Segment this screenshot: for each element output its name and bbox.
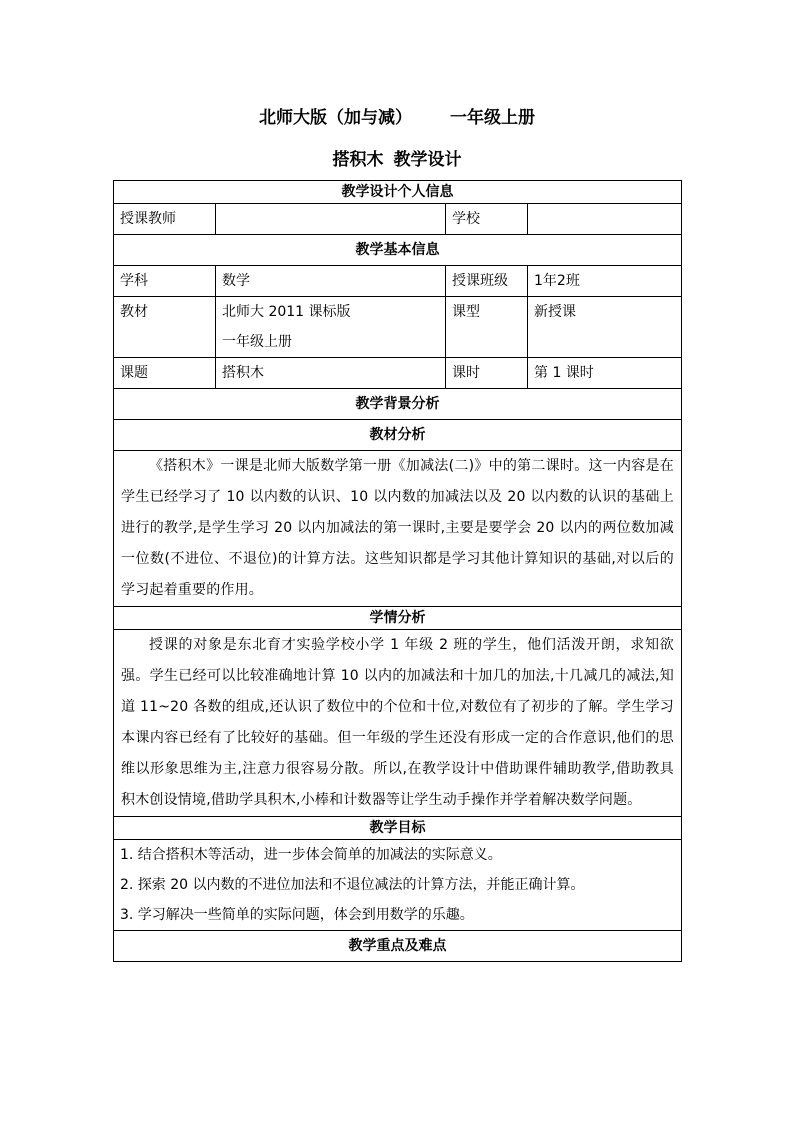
school-label: 学校 (446, 204, 528, 235)
type-value: 新授课 (528, 297, 682, 358)
topic-value: 搭积木 (216, 358, 446, 389)
section-personal-info: 教学设计个人信息 (114, 181, 682, 204)
subtitle-lesson: 搭积木 (332, 150, 384, 170)
section-key-points: 教学重点及难点 (114, 931, 682, 962)
subtitle-design: 教学设计 (393, 150, 462, 170)
subject-label: 学科 (114, 266, 216, 297)
period-value: 第 1 课时 (528, 358, 682, 389)
textbook-line1: 北师大 2011 课标版 (222, 304, 351, 320)
textbook-line2: 一年级上册 (222, 334, 292, 350)
document-title (0, 104, 794, 132)
section-background: 教学背景分析 (114, 389, 682, 420)
student-analysis-cell (114, 630, 682, 817)
section-goals: 教学目标 (114, 817, 682, 840)
goal-item-2: 2. 探索 20 以内数的不进位加法和不退位减法的计算方法，并能正确计算。 (120, 877, 585, 893)
textbook-value (216, 297, 446, 358)
document-subtitle (0, 146, 794, 174)
title-publisher: 北师大版（加与减） (259, 108, 412, 128)
subject-value: 数学 (216, 266, 446, 297)
goal-item-3: 3. 学习解决一些简单的实际问题，体会到用数学的乐趣。 (120, 907, 474, 923)
class-value: 1年2班 (528, 266, 682, 297)
goal-item-1: 1. 结合搭积木等活动，进一步体会简单的加减法的实际意义。 (120, 847, 502, 863)
class-label: 授课班级 (446, 266, 528, 297)
student-analysis-text: 授课的对象是东北育才实验学校小学 1 年级 2 班的学生，他们活泼开朗，求知欲强。学生已经可以比较准确地计算 10 以内的加减法和十加几的加法,十几减几的减法,知道 11~20 各数的组成,还认识了数位中的个位和十位,对数位有了初步的了解。学生学习本课内容已经有了比较好的基础。但一年级的学生还没有形成一定的合作意识,他们的思维以形象思维为主,注意力很容易分散。所以,在教学设计中借助课件辅助教学,借助教具积木创设情境,借助学具积木,小棒和计数器等让学生动手操作并学着解决数学问题。 (121, 637, 674, 808)
title-grade: 一年级上册 (450, 108, 535, 128)
topic-label: 课题 (114, 358, 216, 389)
section-basic-info: 教学基本信息 (114, 235, 682, 266)
material-analysis-text: 《搭积木》一课是北师大版数学第一册《加减法(二)》中的第二课时。这一内容是在学生已经学习了 10 以内数的认识、10 以内数的加减法以及 20 以内数的认识的基础上进行的教学,是学生学习 20 以内加减法的第一课时,主要是要学会 20 以内的两位数加减一位数(不进位、不退位)的计算方法。这些知识都是学习其他计算知识的基础,对以后的学习起着重要的作用。 (121, 458, 674, 598)
teacher-label: 授课教师 (114, 204, 216, 235)
section-student-analysis: 学情分析 (114, 607, 682, 630)
lesson-plan-table (113, 180, 682, 962)
section-material-analysis: 教材分析 (114, 420, 682, 451)
goals-list (114, 840, 682, 931)
teacher-value (216, 204, 446, 235)
school-value (528, 204, 682, 235)
period-label: 课时 (446, 358, 528, 389)
material-analysis-cell (114, 451, 682, 607)
type-label: 课型 (446, 297, 528, 358)
textbook-label: 教材 (114, 297, 216, 358)
